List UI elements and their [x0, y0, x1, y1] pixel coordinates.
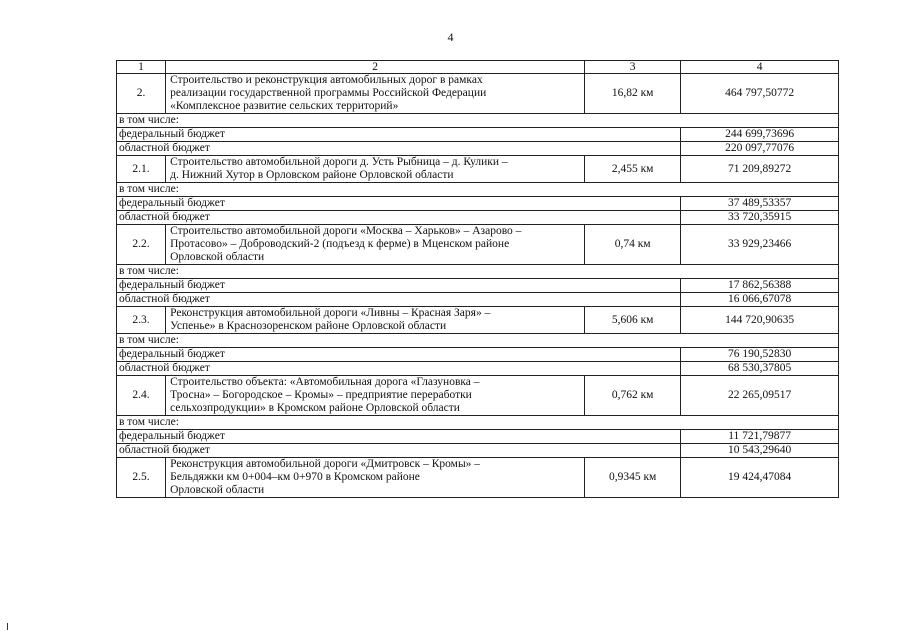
item-amount: 144 720,90635	[681, 307, 839, 334]
item-length: 2,455 км	[585, 156, 681, 183]
description-line: Орловской области	[170, 251, 265, 263]
regional-budget-amount: 16 066,67078	[681, 293, 839, 307]
description-line: Строительство автомобильной дороги «Москва – Харьков» – Азарово –	[170, 225, 522, 237]
item-number: 2.4.	[117, 376, 166, 416]
federal-budget-amount: 244 699,73696	[681, 128, 839, 142]
item-amount: 33 929,23466	[681, 225, 839, 265]
table-row	[117, 225, 839, 265]
regional-budget-row	[117, 293, 839, 307]
item-amount: 464 797,50772	[681, 74, 839, 114]
column-header: 4	[681, 61, 839, 74]
item-number: 2.2.	[117, 225, 166, 265]
including-row	[117, 265, 839, 279]
item-amount: 71 209,89272	[681, 156, 839, 183]
including-row	[117, 183, 839, 197]
description-line: реализации государственной программы Российской Федерации	[170, 87, 487, 99]
column-header: 3	[585, 61, 681, 74]
budget-table	[116, 60, 839, 498]
description-line: Успенье» в Краснозоренском районе Орловской области	[170, 320, 447, 332]
regional-budget-label: областной бюджет	[117, 142, 681, 156]
regional-budget-label: областной бюджет	[117, 293, 681, 307]
page-number: 4	[447, 30, 454, 44]
federal-budget-row	[117, 348, 839, 362]
regional-budget-label: областной бюджет	[117, 211, 681, 225]
regional-budget-row	[117, 444, 839, 458]
description-line: д. Нижний Хутор в Орловском районе Орловской области	[170, 169, 454, 181]
table-row	[117, 376, 839, 416]
item-length: 0,9345 км	[585, 458, 681, 498]
item-amount: 19 424,47084	[681, 458, 839, 498]
regional-budget-label: областной бюджет	[117, 362, 681, 376]
description-line: Орловской области	[170, 484, 265, 496]
item-number: 2.3.	[117, 307, 166, 334]
description-line: Протасово» – Доброводский-2 (подъезд к ферме) в Мценском районе	[170, 238, 510, 250]
column-header: 1	[117, 61, 166, 74]
federal-budget-amount: 76 190,52830	[681, 348, 839, 362]
including-label: в том числе:	[117, 416, 839, 430]
item-amount: 22 265,09517	[681, 376, 839, 416]
federal-budget-row	[117, 128, 839, 142]
item-length: 5,606 км	[585, 307, 681, 334]
description-line: Бельдяжки км 0+004–км 0+970 в Кромском районе	[170, 471, 420, 483]
table-row	[117, 458, 839, 498]
regional-budget-amount: 220 097,77076	[681, 142, 839, 156]
item-length: 0,762 км	[585, 376, 681, 416]
item-description	[166, 156, 585, 183]
federal-budget-row	[117, 430, 839, 444]
description-line: Строительство автомобильной дороги д. Усть Рыбница – д. Кулики –	[170, 156, 508, 168]
regional-budget-row	[117, 211, 839, 225]
including-label: в том числе:	[117, 265, 839, 279]
table-row	[117, 74, 839, 114]
federal-budget-row	[117, 279, 839, 293]
item-description	[166, 225, 585, 265]
federal-budget-amount: 37 489,53357	[681, 197, 839, 211]
including-label: в том числе:	[117, 183, 839, 197]
item-number: 2.5.	[117, 458, 166, 498]
item-description	[166, 74, 585, 114]
table-row	[117, 307, 839, 334]
description-line: Тросна» – Богородское – Кромы» – предприятие переработки	[170, 389, 472, 401]
item-description	[166, 458, 585, 498]
including-label: в том числе:	[117, 114, 839, 128]
scan-mark	[7, 623, 8, 630]
regional-budget-amount: 68 530,37805	[681, 362, 839, 376]
including-row	[117, 334, 839, 348]
description-line: Реконструкция автомобильной дороги «Дмитровск – Кромы» –	[170, 458, 481, 470]
federal-budget-label: федеральный бюджет	[117, 197, 681, 211]
federal-budget-label: федеральный бюджет	[117, 128, 681, 142]
table-row	[117, 156, 839, 183]
item-description	[166, 376, 585, 416]
federal-budget-label: федеральный бюджет	[117, 430, 681, 444]
regional-budget-label: областной бюджет	[117, 444, 681, 458]
description-line: «Комплексное развитие сельских территорий»	[170, 100, 399, 112]
federal-budget-amount: 17 862,56388	[681, 279, 839, 293]
regional-budget-amount: 10 543,29640	[681, 444, 839, 458]
column-header: 2	[166, 61, 585, 74]
description-line: Реконструкция автомобильной дороги «Ливны – Красная Заря» –	[170, 307, 491, 319]
regional-budget-row	[117, 142, 839, 156]
description-line: Строительство и реконструкция автомобильных дорог в рамках	[170, 74, 483, 86]
regional-budget-amount: 33 720,35915	[681, 211, 839, 225]
item-length: 0,74 км	[585, 225, 681, 265]
item-number: 2.1.	[117, 156, 166, 183]
regional-budget-row	[117, 362, 839, 376]
including-row	[117, 416, 839, 430]
item-description	[166, 307, 585, 334]
description-line: сельхозпродукции» в Кромском районе Орловской области	[170, 402, 460, 414]
including-row	[117, 114, 839, 128]
federal-budget-row	[117, 197, 839, 211]
description-line: Строительство объекта: «Автомобильная дорога «Глазуновка –	[170, 376, 480, 388]
federal-budget-label: федеральный бюджет	[117, 348, 681, 362]
federal-budget-amount: 11 721,79877	[681, 430, 839, 444]
table-header-row	[117, 61, 839, 74]
including-label: в том числе:	[117, 334, 839, 348]
item-number: 2.	[117, 74, 166, 114]
item-length: 16,82 км	[585, 74, 681, 114]
federal-budget-label: федеральный бюджет	[117, 279, 681, 293]
